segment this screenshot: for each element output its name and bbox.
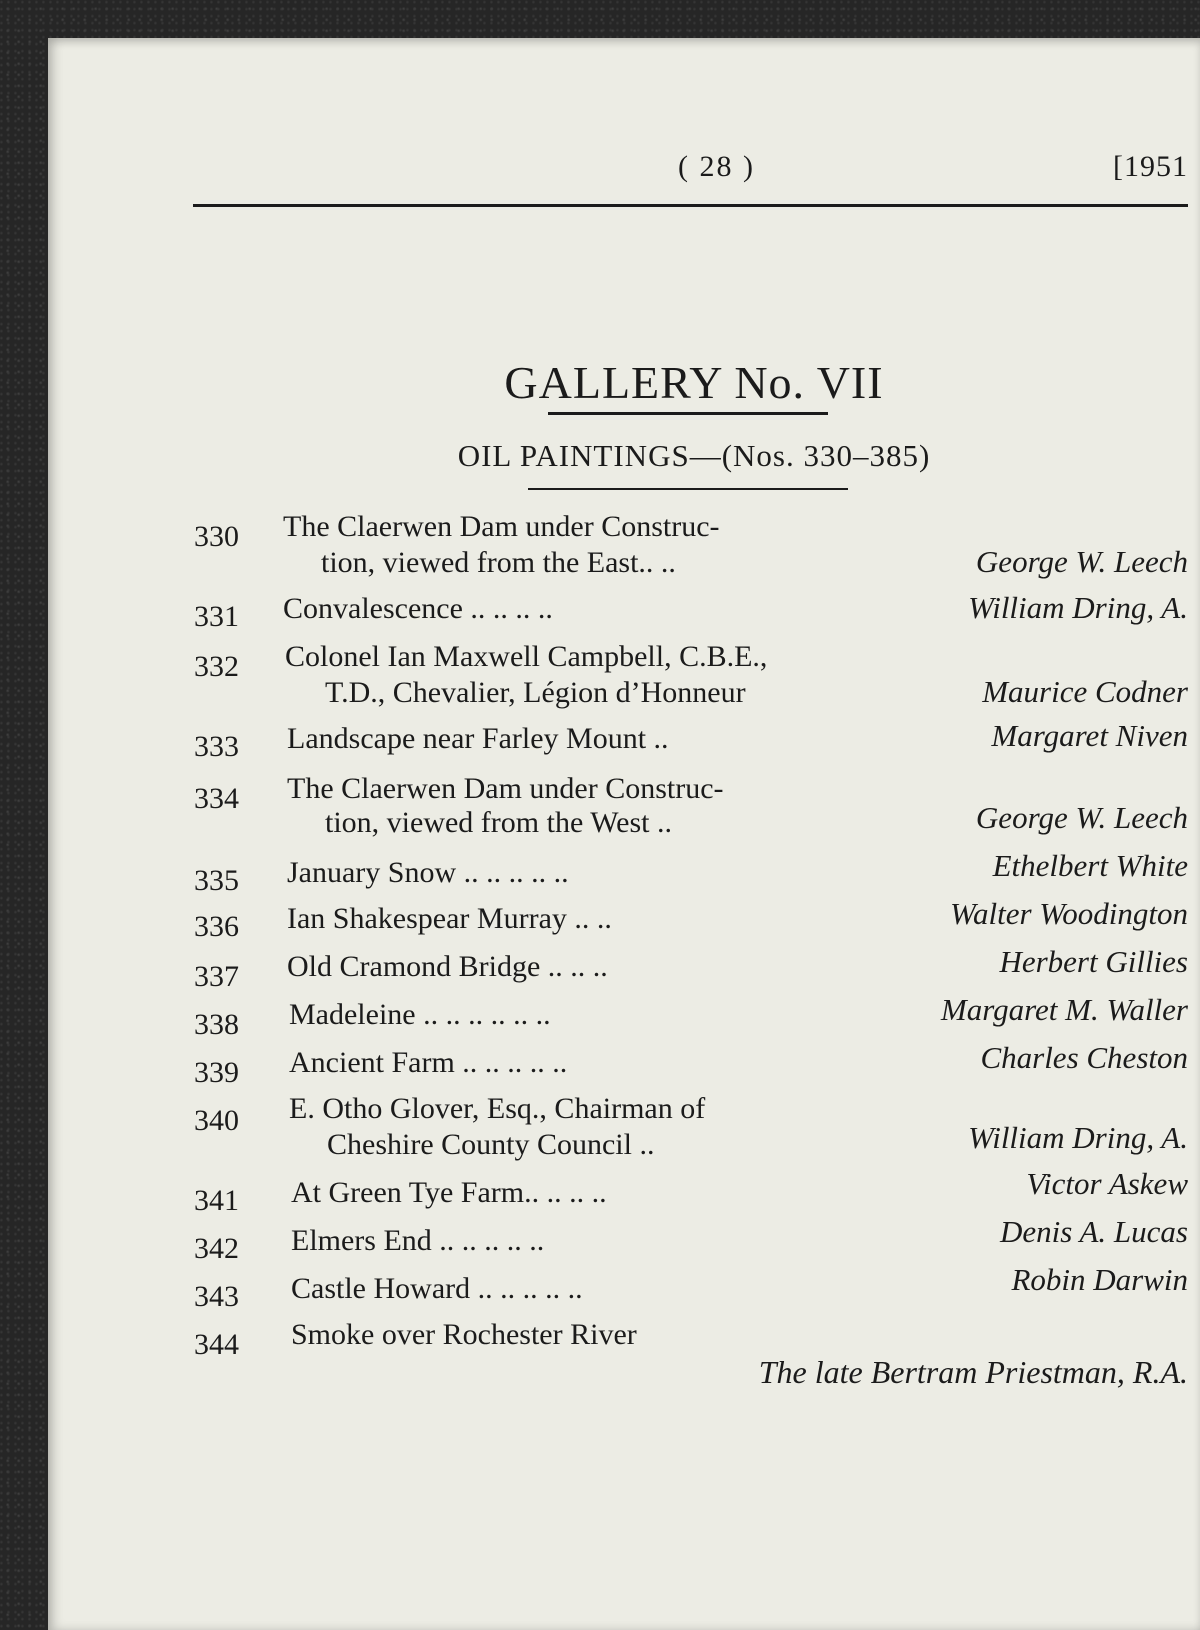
entry-artist: George W. Leech	[975, 544, 1188, 579]
entry-number: 331	[194, 600, 239, 633]
entry-number: 335	[194, 864, 239, 897]
entry-number: 340	[194, 1104, 239, 1137]
entry-title-continued: Cheshire County Council ..	[327, 1128, 655, 1161]
entry-number: 330	[194, 520, 239, 553]
entry-number: 333	[194, 730, 239, 763]
entry-number: 334	[194, 782, 239, 815]
entry-number: 336	[194, 910, 239, 943]
entry-title-continued: T.D., Chevalier, Légion d’Honneur	[325, 676, 746, 709]
entry-title: Ancient Farm .. .. .. .. ..	[289, 1046, 568, 1079]
entry-title: Colonel Ian Maxwell Campbell, C.B.E.,	[285, 640, 768, 673]
entry-artist: Charles Cheston	[980, 1040, 1188, 1075]
entry-title: Convalescence .. .. .. ..	[283, 592, 553, 625]
entry-title: Elmers End .. .. .. .. ..	[291, 1224, 545, 1257]
title-rule	[548, 412, 828, 415]
page-number: ( 28 )	[678, 150, 755, 183]
entry-artist: George W. Leech	[975, 800, 1188, 835]
entry-title: Castle Howard .. .. .. .. ..	[291, 1272, 583, 1305]
entry-number: 332	[194, 650, 239, 683]
entry-number: 344	[194, 1328, 239, 1361]
entry-title: Landscape near Farley Mount ..	[287, 722, 669, 755]
section-subtitle: OIL PAINTINGS—(Nos. 330–385)	[457, 438, 931, 473]
entry-title: Smoke over Rochester River	[291, 1318, 637, 1351]
entry-title: The Claerwen Dam under Construc-	[287, 772, 724, 805]
entry-artist: Denis A. Lucas	[999, 1214, 1188, 1249]
entry-title: January Snow .. .. .. .. ..	[287, 856, 569, 889]
page-header	[198, 150, 1188, 200]
entry-number: 343	[194, 1280, 239, 1313]
entry-artist: Robin Darwin	[1011, 1262, 1188, 1297]
entry-title-continued: tion, viewed from the East.. ..	[321, 546, 676, 579]
header-rule	[193, 204, 1188, 207]
entry-title-continued: tion, viewed from the West ..	[325, 806, 672, 839]
entry-title: E. Otho Glover, Esq., Chairman of	[289, 1092, 706, 1125]
entry-number: 342	[194, 1232, 239, 1265]
entry-number: 339	[194, 1056, 239, 1089]
entry-artist: Margaret M. Waller	[940, 992, 1188, 1027]
entry-number: 341	[194, 1184, 239, 1217]
entry-artist: William Dring, A.	[968, 590, 1188, 625]
entry-title: Ian Shakespear Murray .. ..	[287, 902, 612, 935]
entry-artist: Herbert Gillies	[999, 944, 1188, 979]
entry-artist: Victor Askew	[1026, 1166, 1188, 1201]
entry-artist: Ethelbert White	[992, 848, 1188, 883]
entry-artist: The late Bertram Priestman, R.A.	[758, 1354, 1188, 1390]
entry-artist: Walter Woodington	[950, 896, 1188, 931]
page-title: GALLERY No. VII	[504, 357, 884, 408]
entry-title: Madeleine .. .. .. .. .. ..	[289, 998, 551, 1031]
entry-title: Old Cramond Bridge .. .. ..	[287, 950, 608, 983]
entry-title: The Claerwen Dam under Construc-	[283, 510, 720, 543]
entry-title: At Green Tye Farm.. .. .. ..	[291, 1176, 607, 1209]
catalogue-page	[48, 38, 1200, 1630]
year-label: [1951	[1113, 150, 1188, 183]
subtitle-rule	[528, 488, 848, 490]
entry-artist: Maurice Codner	[982, 674, 1188, 709]
entry-number: 337	[194, 960, 239, 993]
entry-artist: William Dring, A.	[968, 1120, 1188, 1155]
entry-artist: Margaret Niven	[991, 718, 1188, 753]
entry-number: 338	[194, 1008, 239, 1041]
